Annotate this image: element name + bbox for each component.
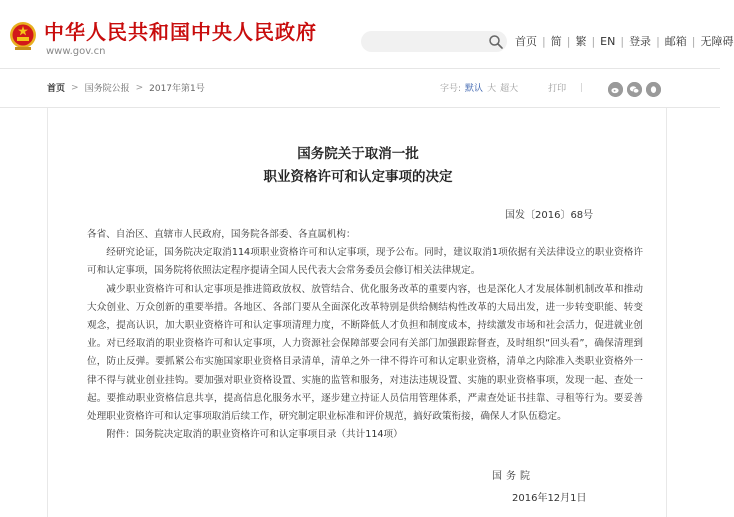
- signing-date: 2016年12月1日: [512, 493, 587, 504]
- document-number: 国发〔2016〕68号: [505, 210, 594, 221]
- nav-simplified[interactable]: 简: [550, 35, 562, 48]
- nav-separator: |: [566, 34, 571, 48]
- nav-separator: |: [691, 34, 696, 48]
- top-nav: [515, 32, 734, 50]
- font-size-default[interactable]: 默认: [465, 84, 484, 94]
- article-body: [87, 226, 643, 444]
- wechat-share-icon[interactable]: [627, 82, 642, 97]
- breadcrumb-gazette[interactable]: 国务院公报: [84, 84, 130, 94]
- nav-traditional[interactable]: 繁: [575, 35, 587, 48]
- breadcrumb-home[interactable]: 首页: [47, 84, 66, 94]
- document-title-line1: 国务院关于取消一批: [297, 146, 419, 162]
- attachment-line[interactable]: 附件：国务院决定取消的职业资格许可和认定事项目录（共计114项）: [106, 429, 403, 441]
- site-header: [0, 0, 734, 68]
- nav-separator: |: [620, 34, 625, 48]
- paragraph-2: 减少职业资格许可和认定事项是推进简政放权、放管结合、优化服务改革的重要内容，也是深化人才发展体制机制改革和推动大众创业、万众创新的重要举措。各地区、各部门要从全面深化改革特别是供给侧结构性改革的大局出发，进一步转变职能、转变观念，提高认识，加大职业资格许可和认定事项清理力度，不断降低人才负担和制度成本，持续激发市场和社会活力，促进就业创业。对已经取消的职业资格许可和认定事项，人力资源社会保障部要会同有关部门加强跟踪督查，及时组织“回头看”，确保清理到位，防止反弹。要抓紧公布实施国家职业资格目录清单，清单之外一律不得许可和认定职业资格，清单之内除准入类职业资格外一律不得与就业创业挂钩。要加强对职业资格设置、实施的监管和服务，对违法违规设置、实施的职业资格事项，发现一起、查处一起。要推动职业资格信息共享，提高信息化服务水平，逐步建立持证人员信用管理体系，严肃查处证书挂靠、寻租等行为。要妥善处理职业资格许可和认定事项取消后续工作，研究制定职业标准和评价规范，搞好政策衔接，确保人才队伍稳定。: [87, 283, 643, 423]
- font-size-label: 字号:: [440, 84, 462, 94]
- weibo-share-icon[interactable]: [608, 82, 623, 97]
- nav-home[interactable]: 首页: [515, 35, 537, 48]
- print-button[interactable]: 打印: [548, 84, 567, 94]
- breadcrumb-separator: >: [71, 82, 79, 93]
- search-input[interactable]: [361, 31, 507, 52]
- nav-separator: |: [591, 34, 596, 48]
- document-title-line2: 职业资格许可和认定事项的决定: [263, 169, 453, 185]
- national-emblem-icon[interactable]: [9, 21, 37, 51]
- font-size-large[interactable]: 大: [487, 84, 497, 94]
- paragraph-1: 经研究论证，国务院决定取消114项职业资格许可和认定事项，现予公布。同时，建议取消1项依据有关法律设立的职业资格许可和认定事项，国务院将依照法定程序提请全国人民代表大会常务委员会修订相关法律规定。: [87, 247, 643, 277]
- qq-share-icon[interactable]: [646, 82, 661, 97]
- font-size-extra-large[interactable]: 超大: [500, 84, 519, 94]
- site-title[interactable]: 中华人民共和国中央人民政府: [44, 20, 317, 44]
- tools-divider: |: [580, 82, 584, 93]
- site-url: www.gov.cn: [46, 46, 106, 57]
- nav-separator: |: [542, 34, 546, 48]
- breadcrumb-issue[interactable]: 2017年第1号: [149, 84, 205, 94]
- nav-accessibility[interactable]: 无障碍: [700, 35, 734, 48]
- article-panel: [47, 108, 667, 517]
- nav-mailbox[interactable]: 邮箱: [664, 35, 687, 48]
- nav-separator: |: [656, 34, 660, 48]
- article-tools: [440, 81, 597, 94]
- signer: 国务院: [492, 471, 534, 482]
- salutation: 各省、自治区、直辖市人民政府，国务院各部委、各直属机构：: [87, 229, 356, 240]
- breadcrumb-separator: >: [135, 82, 144, 93]
- search-icon[interactable]: [488, 34, 504, 50]
- document-title: [48, 143, 668, 189]
- share-icons: [608, 82, 661, 97]
- nav-login[interactable]: 登录: [629, 35, 652, 48]
- nav-english[interactable]: EN: [600, 34, 616, 48]
- breadcrumb: [47, 81, 205, 94]
